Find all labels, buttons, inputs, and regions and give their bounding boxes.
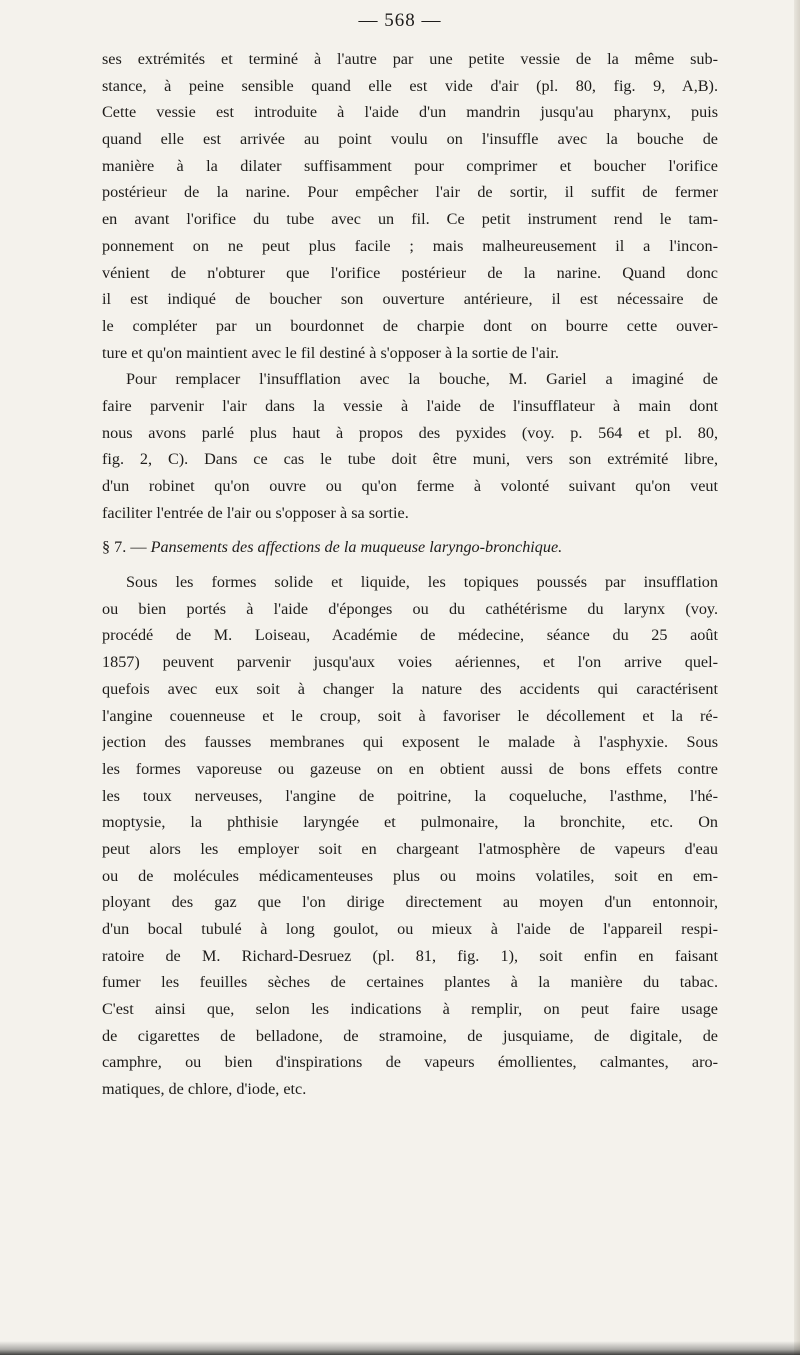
text-line: faciliter l'entrée de l'air ou s'opposer à sa sortie. xyxy=(102,503,409,522)
text-line: il est indiqué de boucher son ouverture antérieure, il est nécessaire de xyxy=(102,290,718,309)
paragraph-3 xyxy=(102,569,718,1103)
text-line: le compléter par un bourdonnet de charpie dont on bourre cette ouver- xyxy=(102,316,718,335)
text-line: matiques, de chlore, d'iode, etc. xyxy=(102,1080,307,1099)
text-line: jection des fausses membranes qui exposent le malade à l'asphyxie. Sous xyxy=(102,733,718,752)
text-line: fig. 2, C). Dans ce cas le tube doit être muni, vers son extrémité libre, xyxy=(102,450,718,469)
scan-edge-right xyxy=(794,0,800,1355)
paragraph-2 xyxy=(102,366,718,526)
text-line: C'est ainsi que, selon les indications à remplir, on peut faire usage xyxy=(102,1000,718,1019)
text-line: d'un bocal tubulé à long goulot, ou mieux à l'aide de l'appareil respi- xyxy=(102,920,718,938)
text-line: ture et qu'on maintient avec le fil destiné à s'opposer à la sortie de l'air. xyxy=(102,343,559,362)
text-line: quefois avec eux soit à changer la nature des accidents qui caractérisent xyxy=(102,679,718,698)
section-gap xyxy=(102,526,718,534)
section-number: § 7. — xyxy=(102,538,147,557)
text-line: en avant l'orifice du tube avec un fil. Ce petit instrument rend le tam- xyxy=(102,210,718,229)
text-line: fumer les feuilles sèches de certaines plantes à la manière du tabac. xyxy=(102,973,718,992)
text-line: moptysie, la phthisie laryngée et pulmonaire, la bronchite, etc. On xyxy=(102,813,718,832)
page-number: — 568 — xyxy=(358,10,442,31)
text-line: l'angine couenneuse et le croup, soit à favoriser le décollement et la ré- xyxy=(102,706,718,725)
text-line: Cette vessie est introduite à l'aide d'un mandrin jusqu'au pharynx, puis xyxy=(102,103,718,122)
text-line: ses extrémités et terminé à l'autre par une petite vessie de la même sub- xyxy=(102,50,718,68)
text-line: quand elle est arrivée au point voulu on l'insuffle avec la bouche de xyxy=(102,130,718,149)
text-line: procédé de M. Loiseau, Académie de médecine, séance du 25 août xyxy=(102,626,718,645)
scan-edge-bottom xyxy=(0,1341,800,1355)
text-line: stance, à peine sensible quand elle est vide d'air (pl. 80, fig. 9, A,B). xyxy=(102,76,718,95)
text-line: ou bien portés à l'aide d'éponges ou du cathétérisme du larynx (voy. xyxy=(102,599,718,618)
text-line: postérieur de la narine. Pour empêcher l'air de sortir, il suffit de fermer xyxy=(102,183,718,202)
text-line: ou de molécules médicamenteuses plus ou moins volatiles, soit en em- xyxy=(102,866,718,885)
text-line: ponnement on ne peut plus facile ; mais malheureusement il a l'incon- xyxy=(102,236,718,255)
section-gap xyxy=(102,561,718,569)
text-line: les formes vaporeuse ou gazeuse on en obtient aussi de bons effets contre xyxy=(102,759,718,778)
text-line: nous avons parlé plus haut à propos des pyxides (voy. p. 564 et pl. 80, xyxy=(102,423,718,442)
text-line: 1857) peuvent parvenir jusqu'aux voies aériennes, et l'on arrive quel- xyxy=(102,653,718,672)
text-line: vénient de n'obturer que l'orifice postérieur de la narine. Quand donc xyxy=(102,263,718,282)
section-title: Pansements des affections de la muqueuse laryngo-bronchique. xyxy=(150,538,563,557)
section-heading xyxy=(102,534,718,561)
text-line: Pour remplacer l'insufflation avec la bouche, M. Gariel a imaginé de xyxy=(126,370,718,389)
text-line: camphre, ou bien d'inspirations de vapeurs émollientes, calmantes, aro- xyxy=(102,1053,718,1072)
text-line: d'un robinet qu'on ouvre ou qu'on ferme à volonté suivant qu'on veut xyxy=(102,477,718,495)
paragraph-1 xyxy=(102,46,718,366)
page-body xyxy=(102,46,718,1103)
text-line: faire parvenir l'air dans la vessie à l'aide de l'insufflateur à main dont xyxy=(102,396,718,415)
text-line: ployant des gaz que l'on dirige directement au moyen d'un entonnoir, xyxy=(102,893,718,912)
text-line: manière à la dilater suffisamment pour comprimer et boucher l'orifice xyxy=(102,156,718,175)
text-line: ratoire de M. Richard-Desruez (pl. 81, fig. 1), soit enfin en faisant xyxy=(102,946,718,965)
text-line: les toux nerveuses, l'angine de poitrine, la coqueluche, l'asthme, l'hé- xyxy=(102,786,718,805)
text-line: peut alors les employer soit en chargeant l'atmosphère de vapeurs d'eau xyxy=(102,839,718,858)
text-line: Sous les formes solide et liquide, les topiques poussés par insufflation xyxy=(126,573,718,592)
text-line: de cigarettes de belladone, de stramoine, de jusquiame, de digitale, de xyxy=(102,1026,718,1045)
